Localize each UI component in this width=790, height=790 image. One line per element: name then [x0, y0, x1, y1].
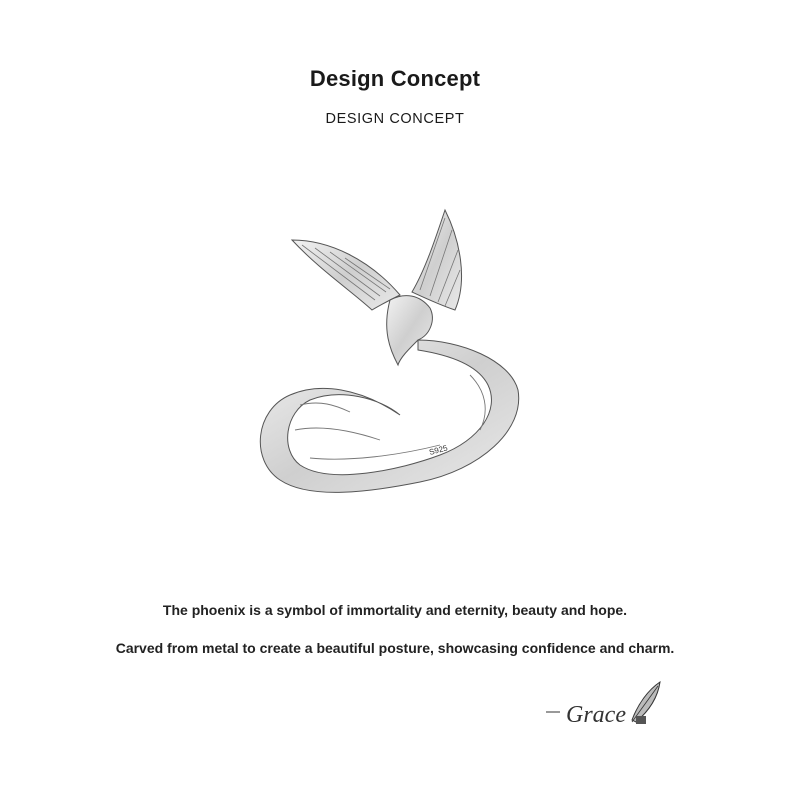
phoenix-body	[387, 296, 433, 365]
page-subtitle: DESIGN CONCEPT	[325, 111, 465, 127]
phoenix-ring-image	[240, 200, 550, 520]
signature-text: Grace	[566, 702, 626, 728]
signature	[540, 676, 670, 746]
ring-engraving: S925	[428, 443, 449, 457]
description-line-2: Carved from metal to create a beautiful posture, showcasing confidence and charm.	[115, 640, 675, 656]
phoenix-left-wing	[292, 240, 400, 310]
page-title: Design Concept	[309, 66, 481, 91]
description-line-1: The phoenix is a symbol of immortality and eternity, beauty and hope.	[162, 602, 628, 618]
quill-pen-icon	[632, 682, 660, 724]
ring-band	[260, 340, 518, 492]
